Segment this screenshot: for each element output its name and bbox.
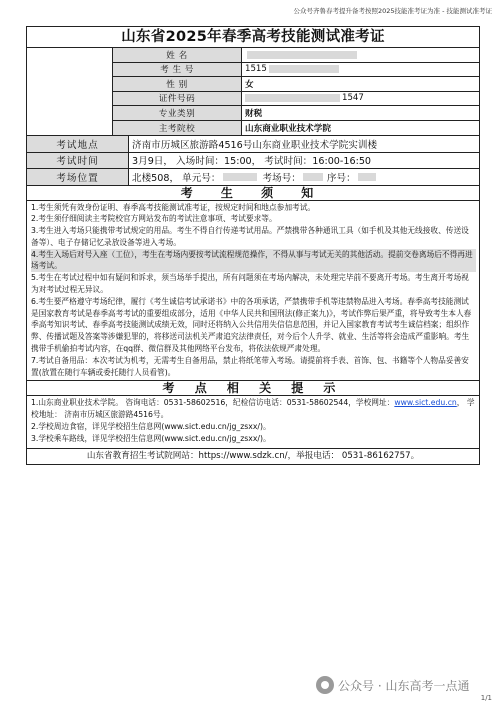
notice-item: 3.考生进入考场只能携带考试规定的用品。考生不得自行传递考试用品。严禁携带各种通讯工具（如手机及其他无线接收、传送设备等）、电子存储记忆录放设备等进入考场。 xyxy=(31,226,469,247)
exam-location-value: 济南市历城区旅游路4516号山东商业职业技术学院实训楼 xyxy=(132,139,378,151)
seat-building-unit: 北楼508， 单元号： xyxy=(132,172,221,184)
exam-no-text: 1515 xyxy=(245,64,267,75)
notice-item: 5.考生在考试过程中如有疑问和诉求，须当场举手提出，所有问题须在考场内解决，未处理完毕前不要离开考场。考生离开考场视为对考试过程无异议。 xyxy=(31,273,469,295)
notice-item: 2.考生须仔细阅读主考院校官方网站发布的考试注意事项、考试要求等。 xyxy=(31,214,277,224)
seat-number: 序号： xyxy=(326,172,356,184)
gender-value: 女 xyxy=(245,79,254,90)
exam-time-value: 3月9日， 入场时间：15:00， 考试时间：16:00-16:50 xyxy=(132,156,372,168)
id-label: 证件号码 xyxy=(113,92,242,106)
redaction-mask xyxy=(269,65,339,73)
name-value xyxy=(242,48,357,62)
admission-ticket xyxy=(26,26,480,465)
identity-row-name xyxy=(113,48,479,63)
gender-label: 性 别 xyxy=(113,77,242,91)
exam-no-value xyxy=(242,63,339,77)
redaction-mask xyxy=(245,94,340,102)
exam-no-label: 考 生 号 xyxy=(113,63,242,77)
major-label: 专业类别 xyxy=(113,106,242,120)
watermark xyxy=(316,676,469,694)
notice-item: 4.考生入场后对号入座（工位），考生在考场内要按考试流程规范操作，不得从事与考试无关的其他活动。提前交卷离场后不得再进场考试。 xyxy=(31,249,476,273)
identity-row-id xyxy=(113,92,479,107)
tips-heading: 考 点 相 关 提 示 xyxy=(27,381,479,396)
tip-text: ， 学校地址： 济南市历城区旅游路4516号。 xyxy=(31,398,475,420)
tip-text: 1.山东商业职业技术学院。 咨询电话：0531-58602516，纪检信访电话：0531-58602544，学校网址： xyxy=(31,398,395,408)
id-value xyxy=(242,92,364,106)
redaction-mask xyxy=(358,173,376,181)
exam-time-label: 考试时间 xyxy=(27,153,129,169)
page-number: 1/1 xyxy=(480,694,492,702)
school-label: 主考院校 xyxy=(113,121,242,136)
redaction-mask xyxy=(303,173,323,181)
school-website-link[interactable]: www.sict.edu.cn xyxy=(394,398,457,408)
tip-item: 3.学校乘车路线，详见学校招生信息网(www.sict.edu.cn/jg_zsxx/)。 xyxy=(31,433,271,443)
id-text: 1547 xyxy=(342,93,364,104)
exam-info xyxy=(27,136,479,186)
exam-seat-label: 考场位置 xyxy=(27,169,129,185)
redaction-mask xyxy=(223,173,257,181)
tip-item: 2.学校周边食宿，详见学校招生信息网(www.sict.edu.cn/jg_zsxx/)。 xyxy=(31,422,271,432)
major-value: 财税 xyxy=(245,108,263,119)
tip-item xyxy=(31,397,476,421)
exam-time-row xyxy=(27,153,479,170)
footer-contact: 山东省教育招生考试院网站：https://www.sdzk.cn/，举报电话： 0531-86162757。 xyxy=(86,450,420,461)
notice-item: 1.考生须凭有效身份证明、春季高考技能测试准考证，按规定时间和地点参加考试。 xyxy=(31,202,316,212)
ticket-title: 山东省2025年春季高考技能测试准考证 xyxy=(27,27,479,48)
exam-location-row xyxy=(27,136,479,153)
identity-block xyxy=(27,48,479,136)
watermark-text: 公众号 · 山东高考一点通 xyxy=(338,678,470,693)
exam-seat-row xyxy=(27,169,479,186)
notice-list xyxy=(27,201,479,382)
identity-row-exam-no xyxy=(113,63,479,78)
exam-location-label: 考试地点 xyxy=(27,136,129,152)
identity-row-major xyxy=(113,106,479,121)
redaction-mask xyxy=(247,51,357,59)
wechat-icon xyxy=(316,676,334,694)
tips-list xyxy=(27,396,479,448)
exam-seat-value xyxy=(129,169,376,185)
identity-rows xyxy=(113,48,479,135)
notice-heading: 考 生 须 知 xyxy=(27,186,479,201)
school-value: 山东商业职业技术学院 xyxy=(245,123,331,134)
page-caption: 公众号齐鲁春考提升备考按照2025技能准考证为准 - 技能测试准考证 xyxy=(293,7,492,15)
identity-row-gender xyxy=(113,77,479,92)
photo-area xyxy=(27,48,113,135)
notice-item: 6.考生要严格遵守考场纪律，履行《考生诚信考试承诺书》中的各项承诺，严禁携带手机等违禁物品进入考场。春季高考技能测试是国家教育考试是春季高考考试的重要组成部分，适用《中华人民共和国刑法(修正案九)》，考试作弊后果严重，将导致考生本人春季高考知识考试、春季高考技能测试成绩无效，同时还将纳入公共信用失信信息范围，并记入国家教育考试考生诚信档案；组织作弊、传播试题及答案等涉嫌犯罪的，将移送司法机关严肃追究法律责任，对今后个人升学、就业、生活等将会造成严重影响。考生携带手机偷拍考试内容，在qq群、微信群及其他网络平台发布，将依法依规严肃处理。 xyxy=(31,296,472,354)
name-label: 姓 名 xyxy=(113,48,242,62)
notice-item: 7.考试自备用品：本次考试为机考，无需考生自备用品，禁止将纸笔带入考场。请提前将手表、首饰、包、书籍等个人物品妥善安置(放置在随行车辆或委托随行人员看管)。 xyxy=(31,355,469,377)
identity-row-school xyxy=(113,121,479,136)
seat-room: 考场号： xyxy=(262,172,301,184)
